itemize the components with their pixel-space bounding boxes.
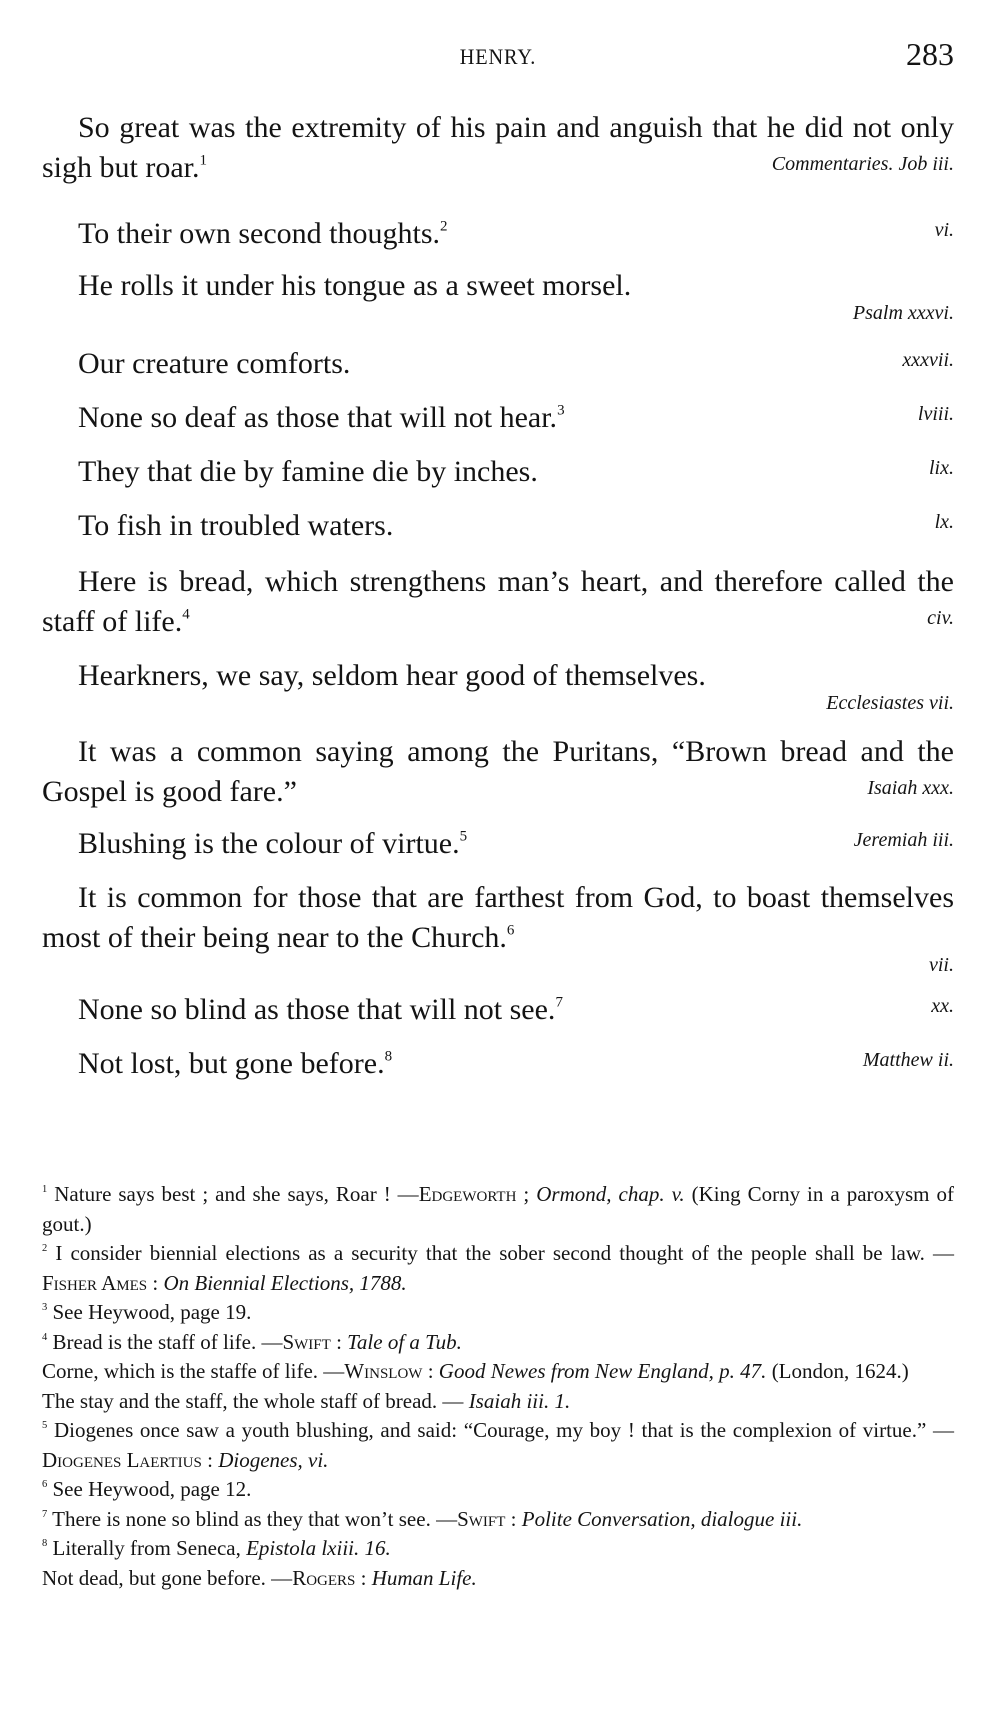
footnote-ref: 3: [557, 402, 565, 419]
footnote-author: Edgeworth: [418, 1182, 517, 1206]
footnote: $^8$ Literally from Seneca, Epistola lxiii. 16.: [42, 1536, 391, 1560]
citation: lx.: [934, 511, 954, 533]
footnote-author: Diogenes Laertius: [42, 1447, 202, 1472]
quotation-entry: [42, 506, 954, 546]
footnote-ref: 8: [384, 1048, 393, 1065]
quotation-text: None so blind as those that will not see.: [78, 993, 556, 1026]
citation: lix.: [929, 457, 954, 479]
footnote: $^1$ Nature says best ; and she says, Roar ! —Edgeworth ; Ormond, chap. v. (King Corny in a paroxysm of gout.): [42, 1182, 955, 1236]
footnote-author: Fisher Ames: [42, 1270, 148, 1295]
footnote: $^5$ Diogenes once saw a youth blushing, and said: “Courage, my boy ! that is the complexion of virtue.” —Diogenes Laertius : Diogenes, vi.: [42, 1418, 954, 1472]
quotation-entry: [42, 398, 954, 438]
footnote-work: Good Newes from New England, p. 47.: [438, 1359, 767, 1383]
quotation-entry: [42, 344, 954, 384]
footnote-ref: 7: [555, 994, 563, 1011]
page-number: 283: [906, 36, 954, 72]
citation: lviii.: [917, 403, 954, 425]
quotation-entry: [42, 266, 954, 326]
footnote-ref: 2: [440, 218, 448, 235]
footnote: The stay and the staff, the whole staff of bread. — Isaiah iii. 1.: [42, 1388, 571, 1413]
quotation-text: Our creature comforts.: [78, 347, 351, 380]
quotation-entry: [42, 562, 954, 642]
footnote-ref: 5: [459, 828, 468, 845]
footnote: $^7$ There is none so blind as they that won’t see. —Swift : Polite Conversation, dialogue iii.: [42, 1506, 803, 1531]
quotation-text: They that die by famine die by inches.: [78, 455, 538, 488]
quotation-entry: [42, 878, 954, 978]
footnote-ref: 1: [199, 152, 207, 169]
quotation-entry: [42, 214, 954, 254]
citation: xx.: [931, 995, 954, 1017]
footnote-author: Swift: [282, 1329, 331, 1354]
footnote-ref: 4: [182, 606, 190, 623]
quotation-entry: [42, 990, 954, 1030]
footnote-author: Swift: [457, 1506, 506, 1531]
quotation-text: Here is bread, which strengthens man’s heart, and therefore called the staff of life.: [42, 565, 954, 638]
footnote: $^3$ See Heywood, page 19.: [42, 1300, 252, 1324]
footnote-author: Winslow: [344, 1359, 423, 1383]
quotation-entry: [42, 1044, 954, 1084]
quotation-entry: [42, 452, 954, 492]
citation: xxxvii.: [902, 349, 954, 371]
quotation-text: To their own second thoughts.: [78, 217, 441, 250]
footnotes: [42, 1180, 954, 1593]
footnote-author: Rogers: [292, 1565, 356, 1590]
quotation-text: It is common for those that are farthest from God, to boast themselves most of their being near to the Church.: [42, 881, 954, 954]
citation: Ecclesiastes vii.: [826, 692, 954, 714]
citation: Isaiah xxx.: [867, 777, 954, 799]
book-page: [42, 0, 955, 1590]
running-title: HENRY.: [459, 44, 537, 69]
footnote-ref: 6: [506, 922, 515, 939]
quotation-text: Not lost, but gone before.: [78, 1047, 385, 1080]
quotation-text: So great was the extremity of his pain and anguish that he did not only sigh but roar.: [42, 111, 954, 184]
citation: Commentaries. Job iii.: [771, 153, 954, 175]
footnote-work: Tale of a Tub.: [347, 1329, 462, 1354]
footnote: $^2$ I consider biennial elections as a security that the sober second thought of the people shall be law. —Fisher Ames : On Biennial Elections, 1788.: [42, 1241, 955, 1295]
footnote-work: On Biennial Elections, 1788.: [163, 1270, 407, 1295]
quotation-entry: [42, 656, 954, 716]
running-head: [42, 0, 954, 80]
footnote-work: Epistola lxiii. 16.: [246, 1536, 391, 1560]
citation: Matthew ii.: [862, 1049, 954, 1071]
quotation-entry: [42, 824, 954, 864]
citation: Jeremiah iii.: [853, 829, 954, 851]
footnote-work: Isaiah iii. 1.: [468, 1388, 571, 1413]
footnote-work: Polite Conversation, dialogue iii.: [521, 1506, 803, 1531]
quotation-text: Blushing is the colour of virtue.: [78, 827, 460, 860]
footnote: $^4$ Bread is the staff of life. —Swift : Tale of a Tub.: [42, 1329, 462, 1354]
footnote: $^6$ See Heywood, page 12.: [42, 1477, 252, 1501]
footnote: Corne, which is the staffe of life. —Winslow : Good Newes from New England, p. 47. (London, 1624.): [42, 1359, 909, 1383]
quotation-text: To fish in troubled waters.: [78, 509, 394, 542]
quotation-text: Hearkners, we say, seldom hear good of themselves.: [78, 659, 706, 692]
citation: vii.: [929, 954, 954, 976]
quotation-entry: [42, 108, 954, 188]
footnote-work: Ormond, chap. v.: [536, 1182, 685, 1206]
citation: civ.: [927, 607, 954, 629]
footnote-work: Diogenes, vi.: [218, 1447, 329, 1472]
footnote-work: Human Life.: [371, 1565, 477, 1590]
footnote: Not dead, but gone before. —Rogers : Human Life.: [42, 1565, 477, 1590]
quotation-text: It was a common saying among the Puritans, “Brown bread and the Gospel is good fare.”: [42, 735, 954, 808]
quotation-entry: [42, 732, 954, 812]
citation: vi.: [934, 219, 954, 241]
citation: Psalm xxxvi.: [852, 302, 954, 324]
quotation-text: He rolls it under his tongue as a sweet morsel.: [78, 269, 632, 302]
quotation-text: None so deaf as those that will not hear.: [78, 401, 558, 434]
